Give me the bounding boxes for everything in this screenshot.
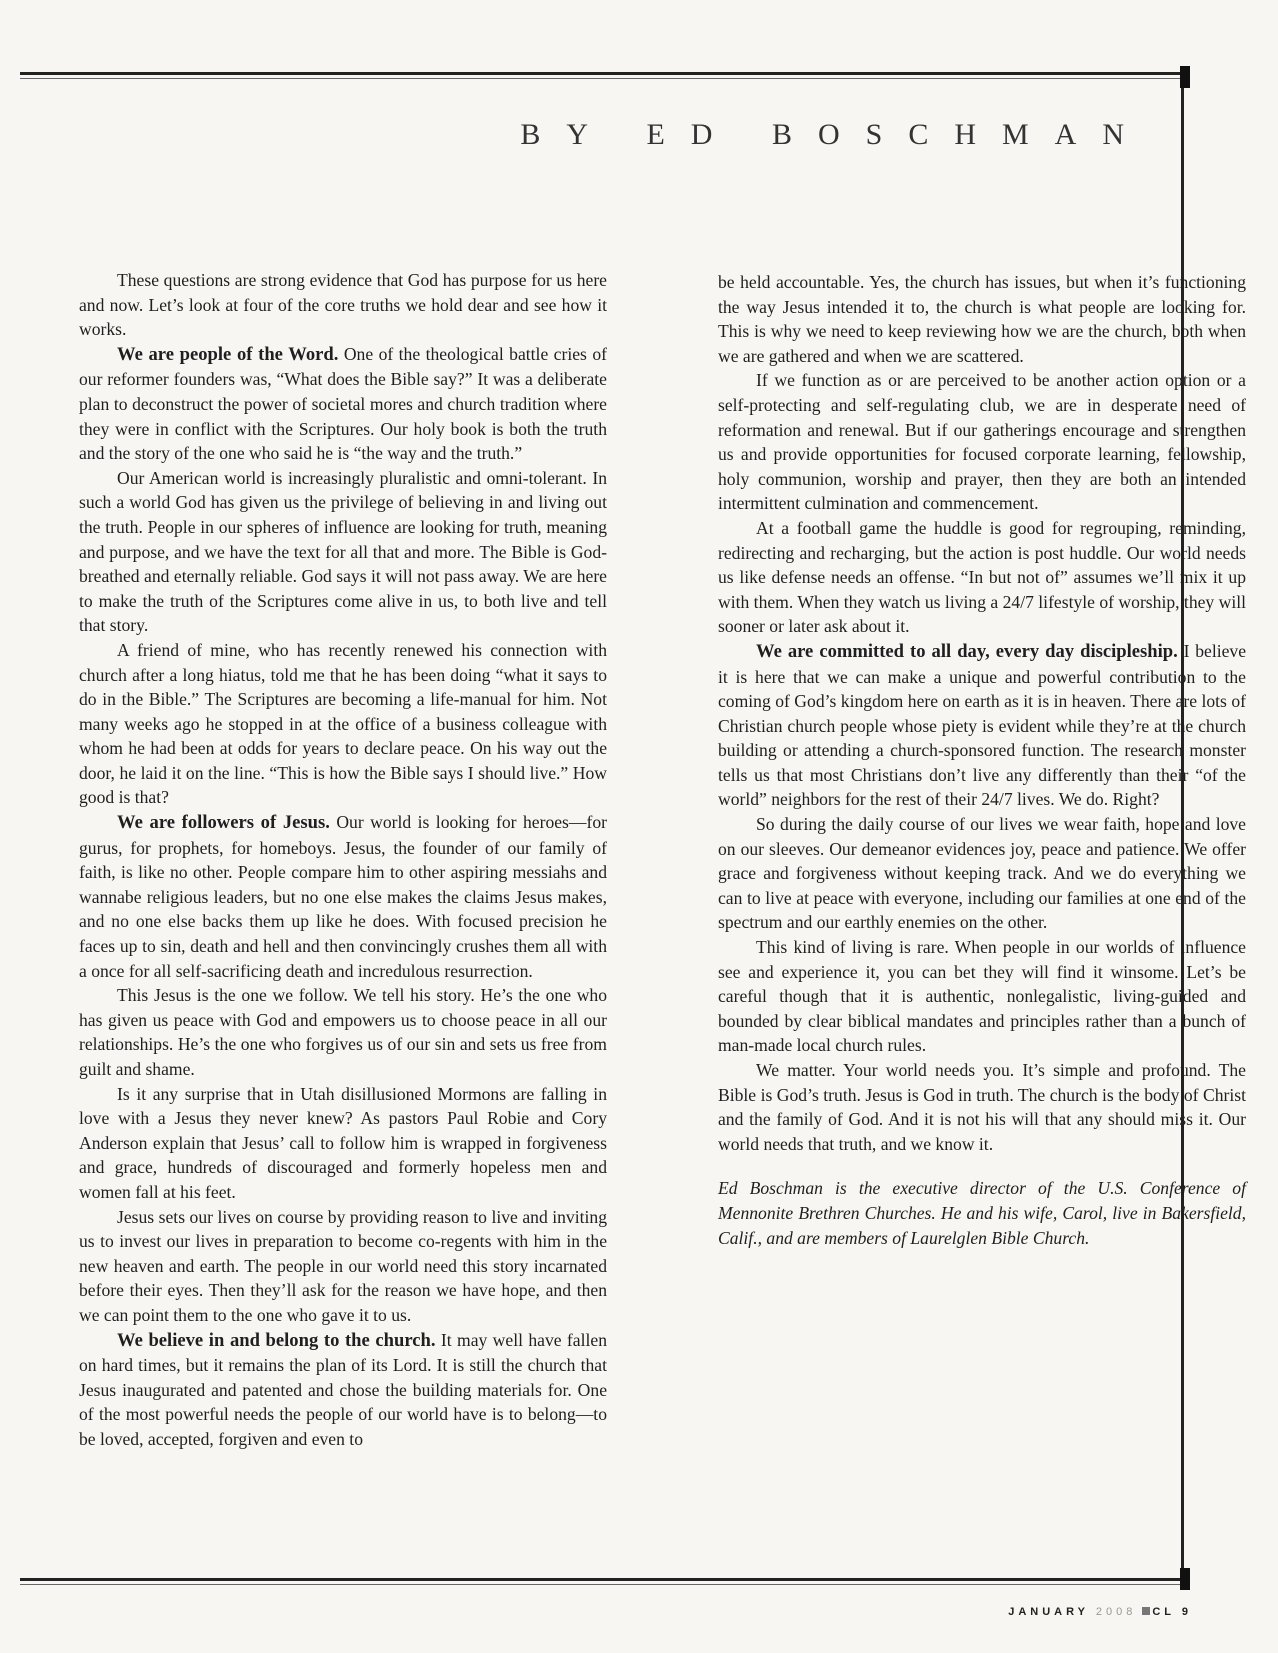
paragraph: This kind of living is rare. When people in our worlds of influence see and experience it, you can bet they will find it winsome. Let’s be careful though that it is authentic, nonlegalistic, living-guided and bounded by clear biblical mandates and principles rather than a bunch of man-made local church rules. bbox=[718, 937, 1246, 1056]
paragraph: Is it any surprise that in Utah disillusioned Mormons are falling in love with a Jesus they never knew? As pastors Paul Robie and Cory Anderson explain that Jesus’ call to follow him is wrapped in forgiveness and grace, hundreds of discouraged and formerly hopeless men and women fall at his feet. bbox=[79, 1083, 607, 1202]
square-bullet-icon bbox=[1142, 1607, 1150, 1615]
paragraph: Jesus sets our lives on course by providing reason to live and inviting us to invest our lives in preparation to become co-regents with him in the new heaven and earth. The people in our world need this story incarnated before their eyes. Then they’ll ask for the reason we have hope, and then we can point them to the one who gave it to us. bbox=[79, 1206, 607, 1325]
byline: BY ED BOSCHMAN bbox=[520, 118, 1150, 151]
paragraph: So during the daily course of our lives we wear faith, hope and love on our sleeves. Our demeanor evidences joy, peace and patience. We offer grace and forgiveness without keeping track. And we do everything we can to live at peace with everyone, including our families at one end of the spectrum and our earthly enemies on the other. bbox=[718, 814, 1246, 933]
bottom-rule-thin bbox=[20, 1584, 1182, 1585]
footer-magazine: CL bbox=[1152, 1606, 1175, 1618]
paragraph: Our American world is increasingly pluralistic and omni-tolerant. In such a world God has given us the privilege of believing in and living out the truth. People in our spheres of influence are looking for truth, meaning and purpose, and we have the text for all that and more. The Bible is God-breathed and eternally reliable. God says it will not pass away. We are here to make the truth of the Scriptures come alive in us, to both live and tell that story. bbox=[79, 467, 607, 636]
top-rule bbox=[20, 72, 1182, 75]
section-heading: We are people of the Word. bbox=[117, 343, 339, 365]
footer-month: JANUARY bbox=[1008, 1606, 1089, 1618]
top-rule-thin bbox=[20, 78, 1182, 79]
paragraph: If we function as or are perceived to be another action option or a self-protecting and self-regulating club, we are in desperate need of reformation and renewal. But if our gatherings encourage and strengthen us and provide opportunities for focused corporate learning, fellowship, holy communion, worship and prayer, then they are both an intended intermittent culmination and commencement. bbox=[718, 370, 1246, 514]
paragraph: At a football game the huddle is good for regrouping, reminding, redirecting and recharging, but the action is post huddle. Our world needs us like defense needs an offense. “In but not of” assumes we’ll mix it up with them. When they watch us living a 24/7 lifestyle of worship, they will sooner or later ask about it. bbox=[718, 517, 1246, 637]
section-heading: We believe in and belong to the church. bbox=[117, 1329, 436, 1351]
paragraph bbox=[79, 810, 607, 983]
corner-mark-top bbox=[1180, 66, 1190, 88]
paragraph: We matter. Your world needs you. It’s simple and profound. The Bible is God’s truth. Jesus is God in truth. The church is the body of Christ and the family of God. And it is not his will that any should miss it. Our world needs that truth, and we know it. bbox=[718, 1060, 1246, 1154]
paragraph bbox=[79, 342, 607, 466]
author-bio: Ed Boschman is the executive director of the U.S. Conference of Mennonite Brethren Churches. He and his wife, Carol, live in Bakersfield, Calif., and are members of Laurelglen Bible Church. bbox=[718, 1178, 1246, 1248]
paragraph-text: I believe it is here that we can make a unique and powerful contribution to the coming of God’s kingdom here on earth as it is in heaven. There are lots of Christian church people whose piety is evident while they’re at the church building or attending a church-sponsored function. The research monster tells us that most Christians don’t live any differently than their “of the world” neighbors for the rest of their 24/7 lives. We do. Right? bbox=[718, 640, 1247, 810]
section-heading: We are followers of Jesus. bbox=[117, 812, 330, 834]
bottom-rule bbox=[20, 1578, 1182, 1581]
paragraph: These questions are strong evidence that God has purpose for us here and now. Let’s look at four of the core truths we hold dear and see how it works. bbox=[79, 270, 607, 340]
section-heading: We are committed to all day, every day discipleship. bbox=[756, 640, 1178, 662]
paragraph-text: Our world is looking for heroes—for gurus, for prophets, for homeboys. Jesus, the founder of our family of faith, is like no other. People compare him to other aspiring messiahs and wannabe religious leaders, but no one else makes the claims Jesus makes, and no one else backs them up like he does. With focused precision he faces up to sin, death and hell and then convincingly crushes them all with a once for all self-sacrificing death and incredulous resurrection. bbox=[79, 812, 607, 981]
article-column-right bbox=[718, 270, 1246, 1250]
footer-year: 2008 bbox=[1095, 1606, 1137, 1618]
article-column-left bbox=[79, 268, 607, 1452]
paragraph: be held accountable. Yes, the church has issues, but when it’s functioning the way Jesus intended it to, the church is what people are looking for. This is why we need to keep reviewing how we are the church, both when we are gathered and when we are scattered. bbox=[718, 272, 1246, 366]
page-number: 9 bbox=[1181, 1606, 1192, 1618]
page-footer bbox=[1008, 1606, 1192, 1618]
paragraph bbox=[79, 1328, 607, 1452]
paragraph-text: It may well have fallen on hard times, but it remains the plan of its Lord. It is still the church that Jesus inaugurated and patented and chose the building materials for. One of the most powerful needs the people of our world have is to belong—to be loved, accepted, forgiven and even to bbox=[79, 1329, 607, 1449]
paragraph-text: One of the theological battle cries of our reformer founders was, “What does the Bible say?” It was a deliberate plan to deconstruct the power of societal mores and church tradition where they were in conflict with the Scriptures. Our holy book is both the truth and the story of the one who said he is “the way and the truth.” bbox=[79, 343, 607, 464]
paragraph bbox=[718, 639, 1246, 812]
corner-mark-bottom bbox=[1180, 1568, 1190, 1590]
paragraph: This Jesus is the one we follow. We tell his story. He’s the one who has given us peace with God and empowers us to choose peace in all our relationships. He’s the one who forgives us of our sin and sets us free from guilt and shame. bbox=[79, 985, 607, 1079]
paragraph: A friend of mine, who has recently renewed his connection with church after a long hiatus, told me that he has been doing “what it says to do in the Bible.” The Scriptures are becoming a life-manual for him. Not many weeks ago he stopped in at the office of a business colleague with whom he had been at odds for years to declare peace. On his way out the door, he laid it on the line. “This is how the Bible says I should live.” How good is that? bbox=[79, 639, 607, 808]
